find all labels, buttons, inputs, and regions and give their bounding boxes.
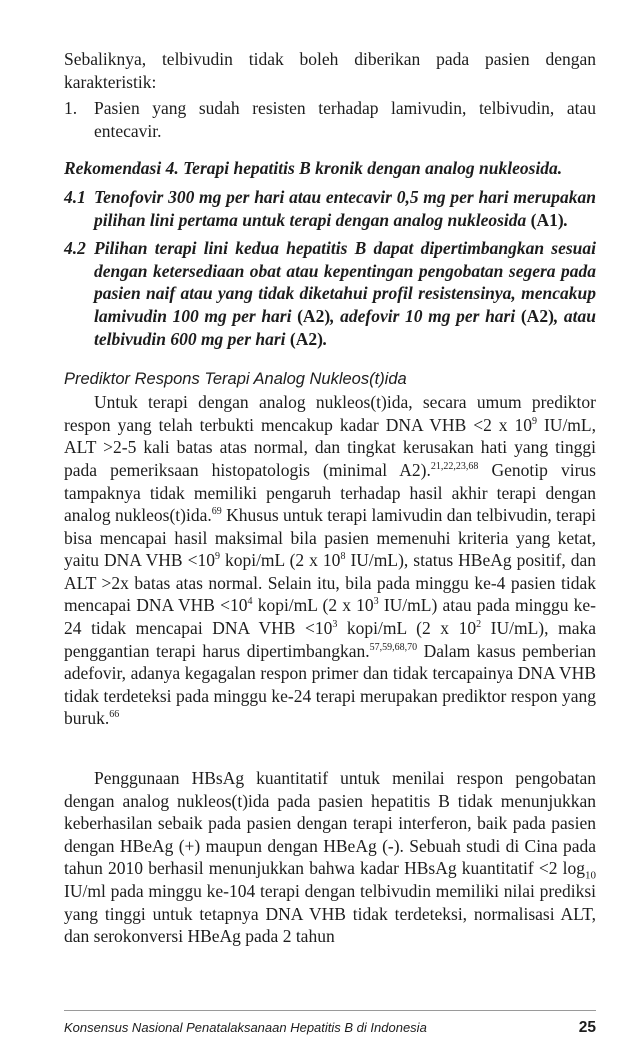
intro-paragraph: Sebaliknya, telbivudin tidak boleh diberikan pada pasien dengan karakteristik: <box>64 49 596 92</box>
subscript: 10 <box>585 869 596 882</box>
footer-title: Konsensus Nasional Penatalaksanaan Hepatitis B di Indonesia <box>64 1020 427 1035</box>
citation-ref: 57,59,68,70 <box>369 641 418 653</box>
exponent: 4 <box>247 596 253 608</box>
recommendation-text <box>94 186 596 231</box>
text-run: IU/mL), status HBeAg positif, dan ALT >2x batas atas normal. Selain itu, bila pada minggu ke-4 pasien tidak mencapai DNA VHB <10 <box>64 550 596 616</box>
recommendation-text-body: Tenofovir 300 mg per hari atau entecavir 0,5 mg per hari merupakan pilihan lini pertama untuk terapi dengan analog nukleosida <box>94 186 596 230</box>
recommendation-item-4-2 <box>64 237 596 350</box>
text-run: Khusus untuk terapi lamivudin dan telbivudin, terapi bisa mencapai hasil maksimal bila pasien memenuhi kriteria yang ketat, yaitu DNA VHB <10 <box>64 505 597 571</box>
body-paragraph-hbsag <box>64 767 596 948</box>
recommendation-text-body: Pilihan terapi lini kedua hepatitis B dapat dipertimbangkan sesuai dengan ketersediaan obat atau kepentingan pengobatan segera pada pasien naif atau yang tidak diketahui profil resistensinya, mencakup lamivudin 100 mg per hari <box>94 238 596 326</box>
exponent: 3 <box>373 596 379 608</box>
text-run: kopi/mL (2 x 10 <box>252 595 374 616</box>
recommendation-text-body: , atau telbivudin 600 mg per hari <box>94 305 596 349</box>
text-run: kopi/mL (2 x 10 <box>219 550 341 571</box>
text-run: Untuk terapi dengan analog nukleos(t)ida, secara umum prediktor respon yang telah terbukti mencakup kadar DNA VHB <2 x 10 <box>64 392 596 435</box>
text-run: Dalam kasus pemberian adefovir, adanya kegagalan respon primer dan tidak tercapainya DNA VHB tidak terdeteksi pada minggu ke-24 terapi merupakan prediktor respon yang buruk. <box>64 640 596 729</box>
recommendation-title: Rekomendasi 4. Terapi hepatitis B kronik dengan analog nukleosida. <box>64 158 563 179</box>
exponent: 2 <box>476 619 482 631</box>
text-run: Genotip virus tampaknya tidak memiliki pengaruh terhadap hasil akhir terapi dengan analog nukleos(t)ida. <box>64 459 596 526</box>
citation-ref: 69 <box>211 506 222 518</box>
list-item-number: 1. <box>64 98 78 119</box>
recommendation-item-4-1 <box>64 186 596 231</box>
exponent: 9 <box>214 551 220 563</box>
exponent: 3 <box>332 619 338 631</box>
text-run: Penggunaan HBsAg kuantitatif untuk menilai respon pengobatan dengan analog nukleos(t)ida pada pasien hepatitis B tidak menunjukkan keberhasilan sebaik pada pasien dengan terapi interferon, baik pada pasien dengan HBeAg (+) maupun dengan HBeAg (-). Sebuah studi di Cina pada tahun 2010 berhasil menunjukkan bahwa kadar HBsAg kuantitatif <2 log <box>64 768 596 879</box>
body-paragraph-predictors <box>64 391 596 730</box>
recommendation-number: 4.2 <box>64 238 86 259</box>
evidence-grade: (A2) <box>289 328 323 349</box>
evidence-grade: (A1) <box>530 209 564 230</box>
sentence-end: . <box>563 209 569 230</box>
list-item <box>64 97 596 142</box>
section-heading: Prediktor Respons Terapi Analog Nukleos(t)ida <box>64 370 407 389</box>
text-run: kopi/mL (2 x 10 <box>337 618 477 639</box>
page-footer <box>64 1010 596 1037</box>
exponent: 9 <box>532 415 538 427</box>
evidence-grade: (A2) <box>520 305 554 326</box>
citation-ref: 21,22,23,68 <box>430 461 479 473</box>
recommendation-number: 4.1 <box>64 186 86 207</box>
recommendation-text <box>94 237 596 350</box>
text-run: IU/mL) atau pada minggu ke-24 tidak mencapai DNA VHB <10 <box>64 595 596 639</box>
page-number: 25 <box>578 1019 596 1036</box>
text-run: IU/mL, ALT >2-5 kali batas atas normal, dan tingkat kerusakan hati yang tinggi pada pemeriksaan histopatologis (minimal A2). <box>64 414 596 480</box>
text-run: IU/mL), maka penggantian terapi harus dipertimbangkan. <box>64 618 596 661</box>
page-body <box>64 46 596 948</box>
citation-ref: 66 <box>109 709 120 721</box>
evidence-grade: (A2) <box>297 305 331 326</box>
list-item-text: Pasien yang sudah resisten terhadap lamivudin, telbivudin, atau entecavir. <box>94 98 596 141</box>
exponent: 8 <box>340 551 346 563</box>
sentence-end: . <box>322 328 328 349</box>
text-run: IU/ml pada minggu ke-104 terapi dengan telbivudin memiliki nilai prediksi yang tinggi untuk tetapnya DNA VHB tidak terdeteksi, normalisasi ALT, dan serokonversi HBeAg pada 2 tahun <box>64 881 596 947</box>
recommendation-text-body: , adefovir 10 mg per hari <box>330 305 516 326</box>
